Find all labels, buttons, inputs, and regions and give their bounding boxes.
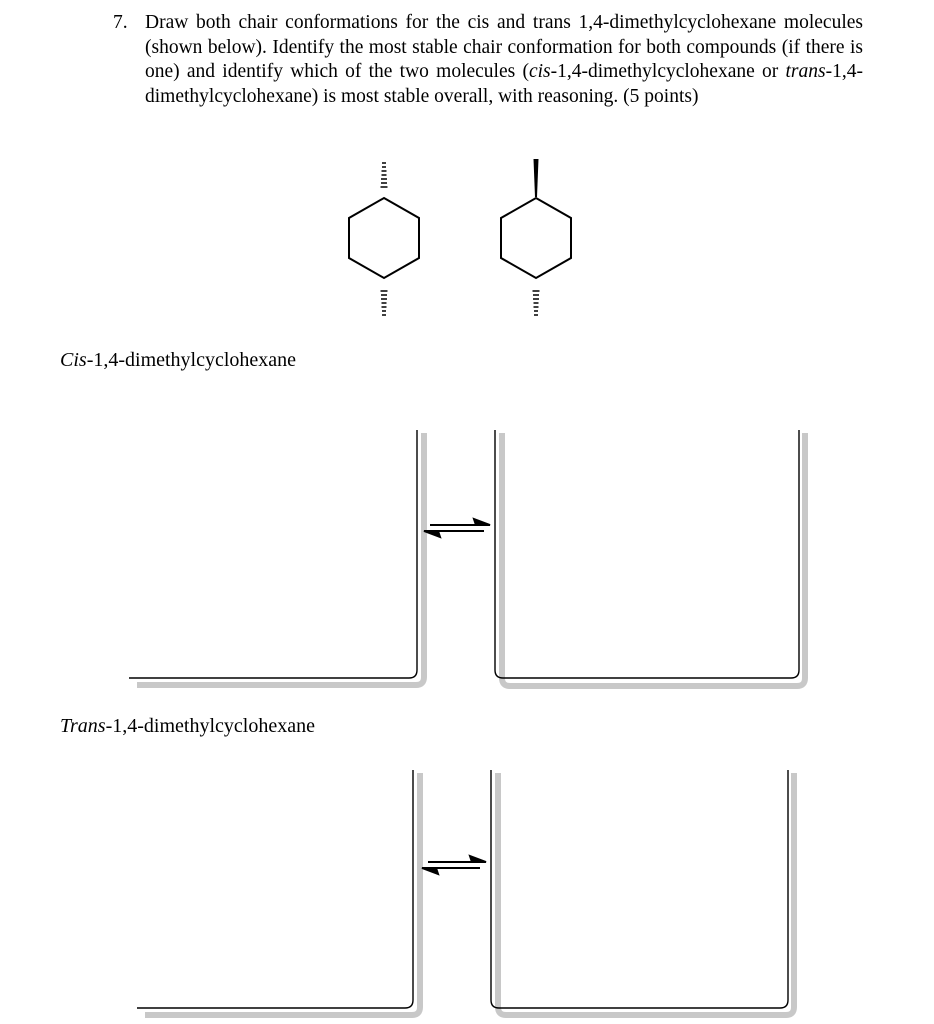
trans-molecule-structure: [501, 159, 571, 315]
hashed-wedge-bottom: [381, 291, 388, 315]
cis-equilibrium-arrows: [424, 519, 490, 537]
cis-molecule-structure: [349, 163, 419, 315]
trans-answer-box-left[interactable]: [137, 770, 420, 1015]
hashed-wedge-bottom-trans: [533, 291, 540, 315]
trans-answer-box-right[interactable]: [491, 770, 794, 1015]
question-text: Draw both chair conformations for the cis and trans 1,4-dimethylcyclohexane molecules (shown below). Identify the most stable chair conformation for both compounds (if there is one) and identify which of the two molecules (cis-1,4-dimethylcyclohexane or trans-1,4-dimethylcyclohexane) is most stable overall, with reasoning. (5 points): [145, 12, 863, 107]
cis-answer-box-left[interactable]: [129, 430, 424, 685]
cis-section-label: Cis-1,4-dimethylcyclohexane: [60, 349, 297, 371]
cis-answer-box-right[interactable]: [495, 430, 805, 686]
trans-section-label: Trans-1,4-dimethylcyclohexane: [60, 715, 315, 737]
bold-wedge-top: [534, 159, 539, 197]
question-number: 7.: [113, 12, 128, 33]
trans-equilibrium-arrows: [422, 856, 486, 874]
hashed-wedge-top: [381, 163, 388, 187]
